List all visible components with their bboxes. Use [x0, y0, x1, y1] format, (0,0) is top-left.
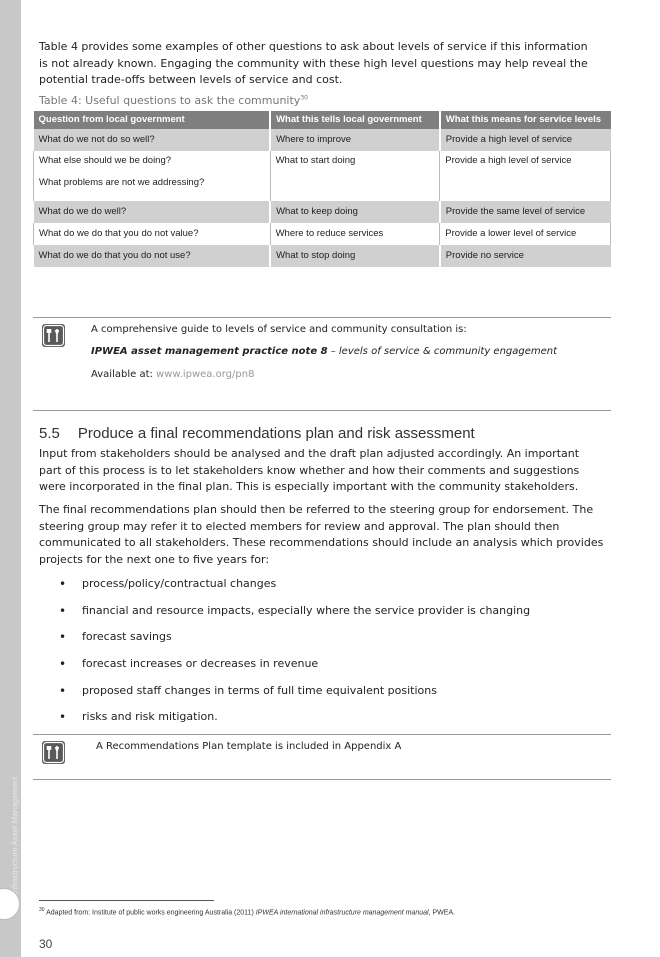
- table-cell: [34, 151, 271, 201]
- info-line-1: A comprehensive guide to levels of service and community consultation is:: [91, 324, 467, 335]
- table-cell: Where to improve: [270, 129, 440, 151]
- footnote: $^{30}$ Adapted from: Institute of public works engineering Australia (2011) IPWEA international infrastructure management manual, PWEA.: [39, 907, 456, 917]
- table-cell: Provide the same level of service: [440, 201, 611, 223]
- table-row: [34, 151, 611, 201]
- table-cell-line: What else should we be doing?: [39, 155, 172, 166]
- table-cell: Where to reduce services: [270, 223, 440, 245]
- table-cell: What to keep doing: [270, 201, 440, 223]
- list-item: • financial and resource impacts, especially where the service provider is changing: [39, 603, 599, 630]
- practice-note-title: IPWEA asset management practice note 8: [91, 346, 328, 357]
- section-paragraph-1: Input from stakeholders should be analysed and the draft plan adjusted accordingly. An important part of this process is to let stakeholders know whether and how their comments and suggestions were incorporated in the final plan. This is especially important with the community stakeholders.: [39, 447, 580, 493]
- table-row: [34, 223, 611, 245]
- tools-icon: [42, 741, 65, 764]
- sidebar-vertical-title: Infrastructure Asset Management: [10, 776, 20, 895]
- footnote-reference: 30: [300, 94, 308, 102]
- table-row: [34, 245, 611, 267]
- table-cell: What do we do that you do not value?: [34, 223, 271, 245]
- table-cell: What do we not do so well?: [34, 129, 271, 151]
- template-info-text: A Recommendations Plan template is included in Appendix A: [96, 741, 402, 752]
- table-cell: What to stop doing: [270, 245, 440, 267]
- section-title: Produce a final recommendations plan and risk assessment: [77, 425, 475, 442]
- table-header-row: [34, 111, 611, 129]
- table-cell: What do we do well?: [34, 201, 271, 223]
- intro-paragraph: Table 4 provides some examples of other questions to ask about levels of service if this information is not already known. Engaging the community with these high level questions may help reveal the potential trade-offs between levels of service and cost.: [39, 40, 588, 86]
- list-item: • risks and risk mitigation.: [39, 709, 599, 736]
- table-row: [34, 129, 611, 151]
- table-cell: What do we do that you do not use?: [34, 245, 271, 267]
- template-info-box: [33, 734, 611, 780]
- table-row: [34, 201, 611, 223]
- table-caption: Table 4: Useful questions to ask the community$^{30}$: [39, 94, 308, 107]
- table-cell: Provide a high level of service: [440, 151, 611, 201]
- table-cell-line: What problems are not we addressing?: [39, 177, 205, 188]
- table-cell: Provide a high level of service: [440, 129, 611, 151]
- list-item: • forecast savings: [39, 629, 599, 656]
- table-cell: What to start doing: [270, 151, 440, 201]
- footnote-divider: [39, 900, 214, 901]
- section-number: 5.5: [39, 425, 60, 442]
- footnote-number: 30: [39, 907, 45, 913]
- practice-note-subtitle: – levels of service & community engagement: [327, 346, 558, 357]
- resource-info-box: [33, 317, 611, 411]
- column-header-question: Question from local government: [34, 111, 271, 129]
- list-item: • proposed staff changes in terms of full time equivalent positions: [39, 683, 599, 710]
- page-number: 30: [39, 937, 53, 951]
- page-sidebar: [0, 0, 21, 957]
- footnote-source-title: IPWEA international infrastructure management manual: [255, 909, 429, 917]
- column-header-tells: What this tells local government: [270, 111, 440, 129]
- levels-of-service-table: [33, 111, 611, 267]
- ipwea-link[interactable]: www.ipwea.org/pn8: [156, 369, 255, 380]
- column-header-means: What this means for service levels: [440, 111, 611, 129]
- recommendations-list: [39, 576, 599, 736]
- list-item: • process/policy/contractual changes: [39, 576, 599, 603]
- section-heading: [39, 425, 475, 442]
- section-paragraph-2: The final recommendations plan should then be referred to the steering group for endorsement. The steering group may refer it to elected members for review and approval. The plan should then communicated to all stakeholders. These recommendations should include an analysis which provides projects for the next one to five years for:: [39, 503, 604, 566]
- list-item: • forecast increases or decreases in revenue: [39, 656, 599, 683]
- info-line-2: [91, 346, 557, 357]
- info-line-3: Available at: www.ipwea.org/pn8: [91, 369, 255, 380]
- tools-icon: [42, 324, 65, 347]
- table-cell: Provide a lower level of service: [440, 223, 611, 245]
- table-cell: Provide no service: [440, 245, 611, 267]
